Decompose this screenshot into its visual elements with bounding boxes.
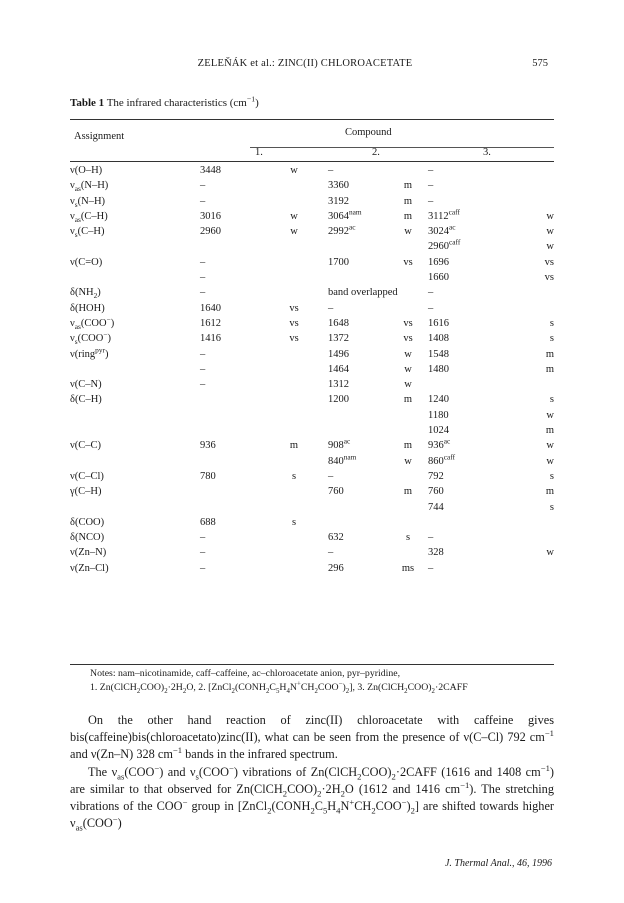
cell-compound-3-value: $3112^{caff}$ <box>428 207 460 222</box>
cell-compound-3-intensity <box>488 515 554 530</box>
cell-compound-2-value: 632 <box>328 532 344 544</box>
cell-compound-2-intensity: m <box>403 394 413 406</box>
cell-compound-2-value <box>328 408 388 423</box>
cell-compound-3-intensity: vs <box>544 272 554 284</box>
cell-compound-1-value <box>200 500 260 515</box>
table-row <box>70 194 554 209</box>
cell-compound-3-intensity: s <box>549 317 554 329</box>
cell-compound-3-value: 1696 <box>428 256 449 268</box>
cell-compound-1-intensity <box>260 270 328 285</box>
table-row <box>70 255 554 270</box>
cell-compound-2-value: 1200 <box>328 394 349 406</box>
table-row <box>70 438 554 453</box>
table-row <box>70 178 554 193</box>
cell-compound-2-intensity: ms <box>401 562 415 574</box>
table-caption <box>70 94 259 109</box>
cell-compound-2-value: 1648 <box>328 317 349 329</box>
table-row <box>70 561 554 576</box>
column-header-1: 1. <box>255 147 263 158</box>
cell-compound-3-value: – <box>428 287 434 299</box>
cell-compound-2-value: 1312 <box>328 379 349 391</box>
body-paragraph-1: On the other hand reaction of zinc(II) chloroacetate with caffeine gives bis(caffeine)bis(chloroacetato)zinc(II), what can be seen from the presence of ν(C–Cl) 792 $cm^{-1}$ and ν(Zn–N) 328 $cm^{-1}$ bands in the infrared spectrum. <box>70 713 554 762</box>
cell-compound-3-intensity: w <box>546 241 554 253</box>
cell-compound-1-intensity <box>260 545 328 560</box>
cell-compound-1-intensity <box>260 285 328 300</box>
cell-assignment: δ(HOH) <box>70 302 105 314</box>
cell-compound-1-value: 1640 <box>200 302 221 314</box>
cell-compound-3-value: 1024 <box>428 425 449 437</box>
cell-compound-2-intensity: w <box>404 455 412 467</box>
cell-compound-2-intensity: m <box>403 180 413 192</box>
compound-subrule <box>250 147 554 148</box>
cell-compound-2-value: – <box>328 470 334 482</box>
cell-compound-1-value: – <box>200 363 206 375</box>
cell-compound-3-value: 1660 <box>428 272 449 284</box>
cell-compound-3-intensity: m <box>545 348 554 360</box>
cell-compound-1-intensity <box>260 454 328 469</box>
cell-assignment <box>70 454 200 469</box>
cell-compound-3-intensity <box>488 530 554 545</box>
column-header-3: 3. <box>483 147 491 158</box>
cell-compound-1-value: – <box>200 562 206 574</box>
cell-assignment <box>70 239 200 254</box>
cell-compound-2-intensity <box>388 239 428 254</box>
cell-assignment: ν(C–N) <box>70 379 102 391</box>
cell-compound-3-value: $2960^{caff}$ <box>428 237 461 253</box>
cell-compound-3-value: 1548 <box>428 348 449 360</box>
cell-compound-1-value: 688 <box>200 516 216 528</box>
cell-compound-3-value: 744 <box>428 501 444 513</box>
cell-compound-3-intensity: w <box>546 440 554 452</box>
journal-footer: J. Thermal Anal., 46, 1996 <box>444 858 552 869</box>
cell-compound-3-intensity <box>488 163 554 178</box>
cell-compound-3-intensity: s <box>549 394 554 406</box>
cell-compound-1-intensity <box>260 377 328 392</box>
cell-compound-2-value: $840^{nam}$ <box>328 452 357 467</box>
cell-assignment: δ(C–H) <box>70 394 102 406</box>
cell-compound-2-intensity: w <box>404 226 412 238</box>
cell-assignment: ν(C=O) <box>70 256 103 268</box>
cell-compound-3-value: – <box>428 302 434 314</box>
cell-assignment: ν(ring$^{pyr}$) <box>70 345 109 360</box>
cell-compound-3-value: – <box>428 180 434 192</box>
cell-assignment: $\nu_{as}(N-H)$ <box>70 180 109 194</box>
table-row <box>70 347 554 362</box>
cell-assignment: $\delta(NH_2)$ <box>70 287 101 301</box>
cell-compound-2-intensity: w <box>404 348 412 360</box>
cell-compound-2-intensity <box>388 545 428 560</box>
cell-compound-3-intensity <box>488 301 554 316</box>
notes-line-2: 1. $Zn(ClCH_2COO)_2\cdot 2H_2O$, 2. $[ZnCl_2(CONH_2C_5H_4N^+CH_2COO^-)_2]$, 3. $Zn(ClCH_2COO)_2\cdot 2CAFF$ <box>90 680 468 695</box>
cell-assignment <box>70 408 200 423</box>
cell-compound-2-value <box>328 515 388 530</box>
cell-compound-2-value: $2992^{ac}$ <box>328 222 356 238</box>
cell-compound-1-value: – <box>200 195 206 207</box>
cell-compound-3-value: 1616 <box>428 317 449 329</box>
cell-compound-3-intensity <box>488 377 554 392</box>
cell-compound-3-intensity <box>488 285 554 300</box>
cell-compound-3-intensity: m <box>545 363 554 375</box>
cell-compound-3-intensity: m <box>545 486 554 498</box>
cell-compound-1-intensity <box>260 561 328 576</box>
cell-compound-3-value: 1480 <box>428 363 449 375</box>
cell-compound-2-value: 296 <box>328 562 344 574</box>
cell-compound-3-value: – <box>428 532 434 544</box>
table-row <box>70 209 554 224</box>
cell-assignment <box>70 500 200 515</box>
table-row <box>70 270 554 285</box>
cell-assignment: ν(Zn–Cl) <box>70 562 109 574</box>
cell-assignment: γ(C–H) <box>70 486 102 498</box>
cell-compound-1-intensity <box>260 347 328 362</box>
cell-compound-3-value <box>428 515 488 530</box>
cell-compound-1-intensity: vs <box>289 302 299 314</box>
table-row <box>70 301 554 316</box>
cell-compound-1-value: – <box>200 547 206 559</box>
cell-compound-1-value: – <box>200 180 206 192</box>
cell-compound-1-value <box>200 454 260 469</box>
cell-compound-1-intensity: vs <box>289 317 299 329</box>
cell-compound-3-intensity: w <box>546 210 554 222</box>
cell-compound-2-intensity: vs <box>403 333 413 345</box>
body-text <box>70 712 554 832</box>
cell-compound-2-value <box>328 423 388 438</box>
cell-compound-3-value: $3024^{ac}$ <box>428 222 456 238</box>
body-paragraph-2: The $\nu_{as}(COO^-)$ and $\nu_s(COO^-)$ vibrations of $Zn(ClCH_2COO)_2\cdot 2CAFF$ (1616 and 1408 $cm^{-1}$) are similar to that observed for $Zn(ClCH_2COO)_2\cdot 2H_2O$ (1612 and 1416 $cm^{-1}$). The stretching vibrations of the COO− group in $[ZnCl_2(CONH_2C_5H_4N^+CH_2COO^-)_2]$ are shifted towards higher $\nu_{as}(COO^-)$ <box>70 762 554 833</box>
cell-compound-1-intensity <box>260 484 328 499</box>
cell-assignment: δ(COO) <box>70 516 105 528</box>
cell-compound-2-value: $908^{ac}$ <box>328 436 351 452</box>
cell-compound-1-value <box>200 484 260 499</box>
cell-compound-2-intensity <box>388 408 428 423</box>
cell-compound-3-intensity: w <box>546 226 554 238</box>
table-row <box>70 239 554 254</box>
table-label: Table 1 <box>70 97 105 109</box>
cell-compound-1-value: 936 <box>200 440 216 452</box>
cell-compound-1-intensity <box>260 423 328 438</box>
cell-compound-2-intensity <box>388 163 428 178</box>
cell-compound-2-value: band overlapped <box>328 287 398 299</box>
running-title: ZELEŇÁK et al.: ZINC(II) CHLOROACETATE <box>197 58 413 69</box>
cell-compound-1-intensity: s <box>291 516 297 528</box>
cell-compound-1-intensity: m <box>289 440 299 452</box>
cell-compound-1-intensity <box>260 500 328 515</box>
cell-assignment <box>70 362 200 377</box>
cell-assignment: $\nu_s(COO^-)$ <box>70 329 111 347</box>
cell-compound-1-value: – <box>200 272 206 284</box>
cell-compound-3-value: $936^{ac}$ <box>428 436 451 452</box>
cell-compound-2-intensity <box>388 500 428 515</box>
cell-compound-3-value: 1408 <box>428 333 449 345</box>
cell-compound-3-value: – <box>428 562 434 574</box>
cell-compound-2-intensity <box>388 301 428 316</box>
table-row <box>70 454 554 469</box>
cell-compound-3-intensity: s <box>549 470 554 482</box>
cell-compound-1-intensity: w <box>290 226 298 238</box>
table-caption-text: The infrared characteristics $(cm^{-1})$ <box>104 94 259 109</box>
cell-compound-1-value: – <box>200 287 206 299</box>
cell-compound-1-intensity <box>260 392 328 407</box>
cell-compound-1-intensity <box>260 255 328 270</box>
cell-compound-3-intensity: m <box>545 425 554 437</box>
cell-compound-1-value: 3016 <box>200 210 221 222</box>
cell-compound-2-intensity: m <box>403 486 413 498</box>
cell-compound-2-intensity: m <box>403 440 413 452</box>
cell-compound-3-intensity <box>488 178 554 193</box>
cell-assignment <box>70 423 200 438</box>
cell-assignment: $\nu_s(C-H)$ <box>70 226 105 240</box>
cell-compound-2-intensity: vs <box>403 256 413 268</box>
cell-compound-3-value: 760 <box>428 486 444 498</box>
cell-compound-1-intensity <box>260 408 328 423</box>
page-number: 575 <box>532 58 548 69</box>
cell-compound-3-intensity: w <box>546 455 554 467</box>
cell-assignment: ν(C–C) <box>70 440 101 452</box>
cell-compound-3-intensity: w <box>546 547 554 559</box>
column-header-assignment: Assignment <box>74 131 125 142</box>
cell-assignment: $\nu_{as}(COO^-)$ <box>70 314 115 332</box>
table-row <box>70 423 554 438</box>
cell-compound-1-intensity <box>260 239 328 254</box>
cell-compound-2-value: $3064^{nam}$ <box>328 207 362 222</box>
cell-compound-1-value: 1416 <box>200 333 221 345</box>
cell-assignment: ν(O–H) <box>70 165 103 176</box>
cell-compound-1-intensity <box>260 530 328 545</box>
cell-compound-3-value <box>428 377 488 392</box>
cell-compound-2-intensity: m <box>403 210 413 222</box>
cell-compound-2-value: – <box>328 547 334 559</box>
table-row <box>70 530 554 545</box>
cell-assignment: $\nu_{as}(C-H)$ <box>70 210 108 224</box>
cell-compound-1-intensity <box>260 362 328 377</box>
cell-compound-2-value <box>328 239 388 254</box>
cell-compound-3-value: 1180 <box>428 409 449 421</box>
table-header-rule <box>70 161 554 162</box>
table-row <box>70 377 554 392</box>
cell-assignment: ν(C–Cl) <box>70 470 104 482</box>
table-row <box>70 469 554 484</box>
column-header-compound: Compound <box>345 127 392 138</box>
cell-assignment: ν(Zn–N) <box>70 547 107 559</box>
cell-compound-2-intensity <box>388 423 428 438</box>
cell-compound-1-intensity: vs <box>289 333 299 345</box>
cell-compound-2-value: 1496 <box>328 348 349 360</box>
table-row <box>70 362 554 377</box>
cell-assignment: $\nu_s(N-H)$ <box>70 195 106 209</box>
table-body <box>70 163 554 576</box>
cell-compound-1-value <box>200 423 260 438</box>
infrared-table <box>70 163 554 576</box>
table-row <box>70 500 554 515</box>
cell-compound-1-value: 1612 <box>200 317 221 329</box>
table-row <box>70 515 554 530</box>
cell-compound-3-value: $860^{caff}$ <box>428 452 456 467</box>
cell-compound-2-value: 1464 <box>328 363 349 375</box>
cell-compound-2-intensity: vs <box>403 317 413 329</box>
table-row <box>70 545 554 560</box>
cell-compound-2-value: 3360 <box>328 180 349 192</box>
cell-compound-2-intensity <box>388 469 428 484</box>
cell-compound-2-value: – <box>328 302 334 314</box>
table-top-rule <box>70 119 554 120</box>
cell-compound-2-value: 1372 <box>328 333 349 345</box>
cell-compound-3-value: 792 <box>428 470 444 482</box>
cell-compound-2-intensity: w <box>404 379 412 391</box>
cell-compound-3-intensity <box>488 561 554 576</box>
cell-compound-1-value: – <box>200 379 206 391</box>
table-row <box>70 392 554 407</box>
cell-compound-2-value: 3192 <box>328 195 349 207</box>
cell-compound-2-value: 1700 <box>328 256 349 268</box>
cell-compound-1-intensity: w <box>290 165 298 176</box>
cell-compound-1-intensity <box>260 178 328 193</box>
table-notes <box>90 667 468 695</box>
cell-compound-1-intensity: s <box>291 470 297 482</box>
cell-compound-1-value: 780 <box>200 470 216 482</box>
cell-compound-2-value: 760 <box>328 486 344 498</box>
cell-compound-2-intensity <box>388 270 428 285</box>
cell-compound-1-value: – <box>200 348 206 360</box>
table-row <box>70 285 554 300</box>
cell-compound-3-value: 1240 <box>428 394 449 406</box>
table-row <box>70 224 554 239</box>
running-header <box>70 58 548 74</box>
cell-compound-3-intensity: w <box>546 409 554 421</box>
cell-compound-3-intensity: vs <box>544 256 554 268</box>
cell-compound-1-value <box>200 239 260 254</box>
cell-compound-2-intensity: s <box>405 532 411 544</box>
cell-compound-3-value: – <box>428 165 434 176</box>
cell-compound-1-intensity <box>260 194 328 209</box>
cell-compound-2-intensity: w <box>404 363 412 375</box>
cell-assignment: δ(NCO) <box>70 532 105 544</box>
cell-assignment <box>70 270 200 285</box>
cell-compound-2-intensity <box>388 515 428 530</box>
cell-compound-2-intensity: m <box>403 195 413 207</box>
table-row <box>70 163 554 178</box>
table-row <box>70 331 554 346</box>
cell-compound-3-intensity <box>488 194 554 209</box>
cell-compound-3-value: 328 <box>428 547 444 559</box>
table-row <box>70 484 554 499</box>
notes-line-1: Notes: nam–nicotinamide, caff–caffeine, ac–chloroacetate anion, pyr–pyridine, <box>90 668 401 679</box>
cell-compound-3-intensity: s <box>549 501 554 513</box>
cell-compound-2-value <box>328 500 388 515</box>
cell-compound-1-value <box>200 392 260 407</box>
table-row <box>70 408 554 423</box>
cell-compound-1-value: – <box>200 256 206 268</box>
cell-compound-1-value: 3448 <box>200 165 221 176</box>
cell-compound-1-value <box>200 408 260 423</box>
cell-compound-3-value: – <box>428 195 434 207</box>
cell-compound-1-intensity: w <box>290 210 298 222</box>
cell-compound-1-value: 2960 <box>200 226 221 238</box>
cell-compound-3-intensity: s <box>549 333 554 345</box>
table-bottom-rule <box>70 664 554 665</box>
cell-compound-2-value <box>328 270 388 285</box>
cell-compound-1-value: – <box>200 532 206 544</box>
column-header-2: 2. <box>372 147 380 158</box>
cell-compound-2-value: – <box>328 165 334 176</box>
table-row <box>70 316 554 331</box>
